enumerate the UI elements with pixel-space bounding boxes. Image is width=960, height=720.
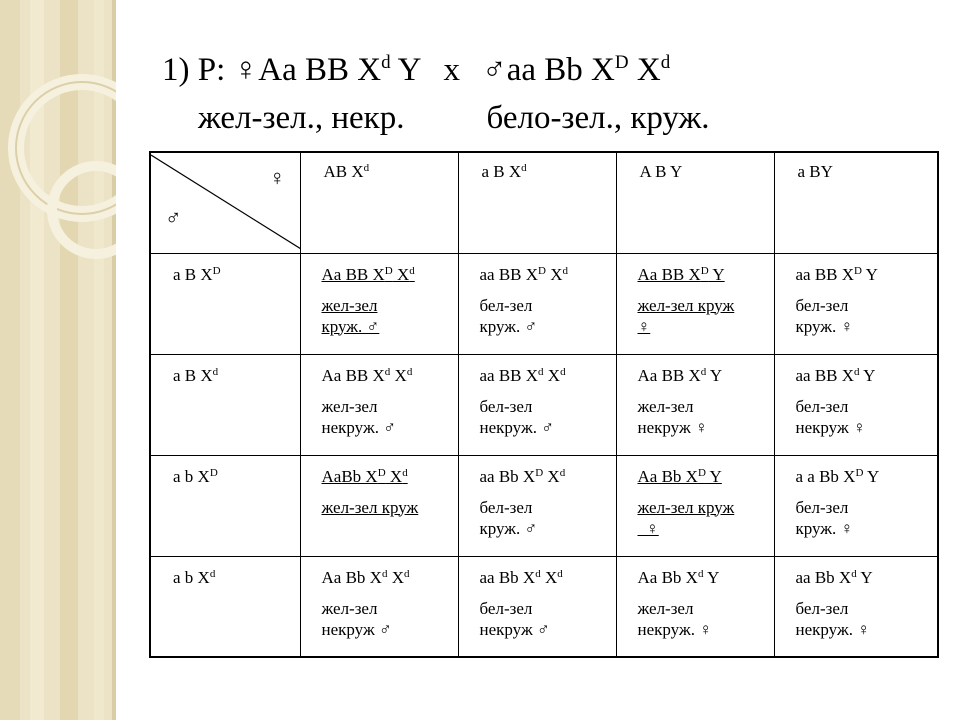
phenotype-line-2: круж. ♀	[795, 518, 854, 538]
offspring-cell	[774, 253, 938, 354]
genotype-sup: D	[384, 264, 393, 277]
gamete-label: a b X	[173, 567, 210, 587]
row-header	[150, 556, 300, 657]
genotype-sup: D	[538, 264, 546, 277]
offspring-genotype	[480, 567, 612, 588]
offspring-cell	[458, 253, 616, 354]
phenotype-line-2: круж. ♂	[321, 316, 380, 336]
male-genotype-sup-2: d	[660, 52, 671, 73]
genotype-part: X	[543, 365, 561, 385]
table-row	[150, 253, 938, 354]
gamete-sup: d	[521, 162, 527, 174]
offspring-phenotype	[322, 598, 454, 640]
genotype-sup: D	[855, 466, 864, 479]
genotype-part: Aa BB X	[321, 264, 385, 284]
phenotype-line-1: жел-зел круж	[637, 295, 735, 315]
header-row	[150, 152, 938, 253]
genotype-sup: d	[562, 264, 569, 277]
phenotype-line-1: бел-зел	[479, 598, 533, 618]
genotype-part: Y	[862, 264, 878, 284]
offspring-cell	[774, 556, 938, 657]
offspring-genotype	[796, 567, 934, 588]
genotype-part: Y	[859, 365, 876, 385]
offspring-phenotype	[480, 396, 612, 438]
female-genotype-tail: Y	[390, 52, 422, 88]
genotype-sup: d	[381, 567, 388, 580]
gamete-label: a b X	[173, 466, 210, 486]
gamete-sup: d	[209, 567, 216, 580]
genotype-sup: d	[851, 567, 857, 580]
offspring-genotype	[480, 365, 612, 386]
row-header	[150, 354, 300, 455]
phenotype-line-2: круж. ♂	[479, 518, 538, 538]
table-row	[150, 354, 938, 455]
genotype-part: Y	[705, 466, 722, 486]
genotype-part: Aa BB X	[637, 365, 701, 385]
offspring-cell	[774, 455, 938, 556]
punnett-square	[149, 151, 939, 658]
genotype-part: X	[546, 264, 563, 284]
phenotype-line-1: бел-зел	[479, 497, 533, 517]
offspring-phenotype	[480, 295, 612, 337]
genotype-part: AaBb X	[321, 466, 378, 486]
genotype-sup: d	[384, 365, 391, 378]
gamete-label: a B X	[481, 162, 522, 181]
female-genotype-sup: d	[381, 52, 391, 73]
column-header	[774, 152, 938, 253]
genotype-sup: d	[560, 365, 566, 378]
offspring-genotype	[322, 365, 454, 386]
offspring-genotype	[796, 466, 934, 487]
genotype-part: aa BB X	[795, 365, 855, 385]
genotype-sup: d	[406, 365, 413, 378]
genotype-part: X	[390, 365, 407, 385]
title-line-1	[162, 52, 670, 88]
genotype-sup: d	[409, 264, 415, 277]
phenotype-line-2: некруж. ♂	[321, 417, 396, 437]
offspring-phenotype	[796, 598, 934, 640]
offspring-phenotype	[322, 295, 454, 337]
genotype-sup: d	[535, 567, 541, 580]
gamete-label: a BY	[797, 162, 833, 181]
offspring-cell	[300, 556, 458, 657]
phenotype-line-1: жел-зел круж	[637, 497, 735, 517]
offspring-phenotype	[638, 497, 770, 539]
genotype-sup: d	[559, 466, 566, 479]
genotype-sup: d	[538, 365, 544, 378]
offspring-genotype	[322, 466, 454, 487]
genotype-part: aa BB X	[479, 365, 539, 385]
title-line-2	[162, 94, 710, 142]
offspring-phenotype	[480, 598, 612, 640]
offspring-phenotype	[638, 598, 770, 640]
offspring-phenotype	[638, 295, 770, 337]
genotype-part: Aa Bb X	[321, 567, 382, 587]
female-symbol-icon: ♀	[233, 52, 259, 88]
table-row	[150, 556, 938, 657]
phenotype-line-1: жел-зел	[321, 598, 378, 618]
male-genotype-sup-1: D	[614, 52, 629, 73]
offspring-cell	[458, 354, 616, 455]
phenotype-line-1: жел-зел	[637, 598, 694, 618]
phenotype-line-2: круж. ♂	[479, 316, 538, 336]
phenotype-line-1: жел-зел	[321, 295, 378, 315]
genotype-part: X	[387, 567, 404, 587]
gamete-label: a B X	[173, 365, 213, 385]
male-phenotype: бело-зел., круж.	[486, 100, 710, 136]
offspring-genotype	[322, 567, 454, 588]
female-phenotype: жел-зел., некр.	[198, 100, 405, 136]
offspring-cell	[300, 253, 458, 354]
offspring-genotype	[796, 365, 934, 386]
phenotype-line-1: бел-зел	[795, 396, 849, 416]
offspring-genotype	[638, 264, 770, 285]
phenotype-line-2: ♀	[637, 518, 659, 538]
genotype-part: Aa BB X	[321, 365, 385, 385]
genotype-part: X	[543, 466, 560, 486]
genotype-part: Aa BB X	[637, 264, 701, 284]
genotype-part: a a Bb X	[795, 466, 856, 486]
column-header	[616, 152, 774, 253]
offspring-cell	[300, 455, 458, 556]
decorative-rings-icon	[0, 0, 116, 720]
table-row	[150, 455, 938, 556]
female-genotype: Aa BB X	[258, 52, 382, 88]
male-genotype-mid: X	[628, 52, 661, 88]
genotype-sup: d	[402, 466, 408, 479]
phenotype-line-2: некруж ♀	[637, 417, 708, 437]
offspring-phenotype	[796, 396, 934, 438]
phenotype-line-2: некруж ♂	[479, 619, 550, 639]
row-header	[150, 455, 300, 556]
offspring-cell	[616, 455, 774, 556]
genotype-sup: D	[697, 466, 706, 479]
phenotype-line-1: жел-зел	[637, 396, 694, 416]
genotype-part: Y	[863, 466, 880, 486]
offspring-genotype	[480, 264, 612, 285]
row-header	[150, 253, 300, 354]
phenotype-line-1: жел-зел	[321, 396, 378, 416]
offspring-phenotype	[796, 497, 934, 539]
gamete-sup: d	[363, 162, 370, 174]
offspring-genotype	[638, 567, 770, 588]
phenotype-line-1: бел-зел	[479, 295, 533, 315]
phenotype-line-2: некруж. ♀	[637, 619, 712, 639]
genotype-sup: d	[557, 567, 563, 580]
offspring-phenotype	[322, 396, 454, 438]
male-genotype: aa Bb X	[506, 52, 615, 88]
offspring-phenotype	[480, 497, 612, 539]
offspring-cell	[458, 455, 616, 556]
offspring-cell	[616, 253, 774, 354]
genotype-part: Y	[706, 365, 723, 385]
column-header	[458, 152, 616, 253]
genotype-part: X	[392, 264, 410, 284]
genotype-sup: d	[700, 365, 707, 378]
genotype-part: X	[385, 466, 403, 486]
offspring-phenotype	[322, 497, 454, 518]
column-header	[300, 152, 458, 253]
offspring-phenotype	[638, 396, 770, 438]
genotype-sup: d	[403, 567, 410, 580]
genotype-part: aa BB X	[479, 264, 539, 284]
male-symbol-icon: ♂	[165, 205, 182, 230]
female-symbol-icon: ♀	[269, 165, 286, 190]
genotype-part: aa BB X	[795, 264, 855, 284]
gamete-sup: D	[209, 466, 218, 479]
genotype-part: Y	[703, 567, 720, 587]
genotype-sup: D	[854, 264, 862, 277]
offspring-genotype	[638, 466, 770, 487]
offspring-genotype	[322, 264, 454, 285]
genotype-part: X	[540, 567, 558, 587]
phenotype-line-2: круж. ♀	[795, 316, 854, 336]
cross-sign: x	[443, 52, 460, 88]
gamete-label: a B X	[173, 264, 213, 284]
offspring-genotype	[796, 264, 934, 285]
offspring-cell	[616, 354, 774, 455]
gamete-sup: d	[212, 365, 219, 378]
offspring-cell	[300, 354, 458, 455]
gamete-label: AB X	[323, 162, 364, 181]
offspring-cell	[774, 354, 938, 455]
genotype-sup: D	[535, 466, 544, 479]
genotype-sup: D	[377, 466, 386, 479]
phenotype-line-1: бел-зел	[795, 295, 849, 315]
decorative-sidebar	[0, 0, 116, 720]
genotype-sup: d	[697, 567, 704, 580]
phenotype-line-2: некруж ♀	[795, 417, 866, 437]
offspring-genotype	[638, 365, 770, 386]
phenotype-line-1: бел-зел	[795, 598, 849, 618]
phenotype-line-2: ♀	[637, 316, 651, 336]
gamete-sup: D	[212, 264, 221, 277]
genotype-part: Aa Bb X	[637, 466, 698, 486]
cross-title	[162, 46, 710, 142]
phenotype-line-2: некруж. ♂	[479, 417, 554, 437]
genotype-part: Y	[856, 567, 873, 587]
genotype-sup: d	[854, 365, 860, 378]
phenotype-line-2: некруж ♂	[321, 619, 392, 639]
offspring-cell	[616, 556, 774, 657]
phenotype-line-1: жел-зел круж	[321, 497, 419, 517]
title-prefix: 1) P:	[162, 52, 234, 88]
genotype-part: aa Bb X	[795, 567, 852, 587]
genotype-part: aa Bb X	[479, 466, 536, 486]
phenotype-line-2: некруж. ♀	[795, 619, 870, 639]
offspring-phenotype	[796, 295, 934, 337]
corner-cell	[150, 152, 300, 253]
genotype-part: Aa Bb X	[637, 567, 698, 587]
male-symbol-icon: ♂	[481, 52, 507, 88]
genotype-part: aa Bb X	[479, 567, 536, 587]
gamete-label: A B Y	[639, 162, 683, 181]
phenotype-line-1: бел-зел	[479, 396, 533, 416]
offspring-genotype	[480, 466, 612, 487]
genotype-sup: D	[700, 264, 709, 277]
phenotype-line-1: бел-зел	[795, 497, 849, 517]
offspring-cell	[458, 556, 616, 657]
genotype-part: Y	[708, 264, 725, 284]
